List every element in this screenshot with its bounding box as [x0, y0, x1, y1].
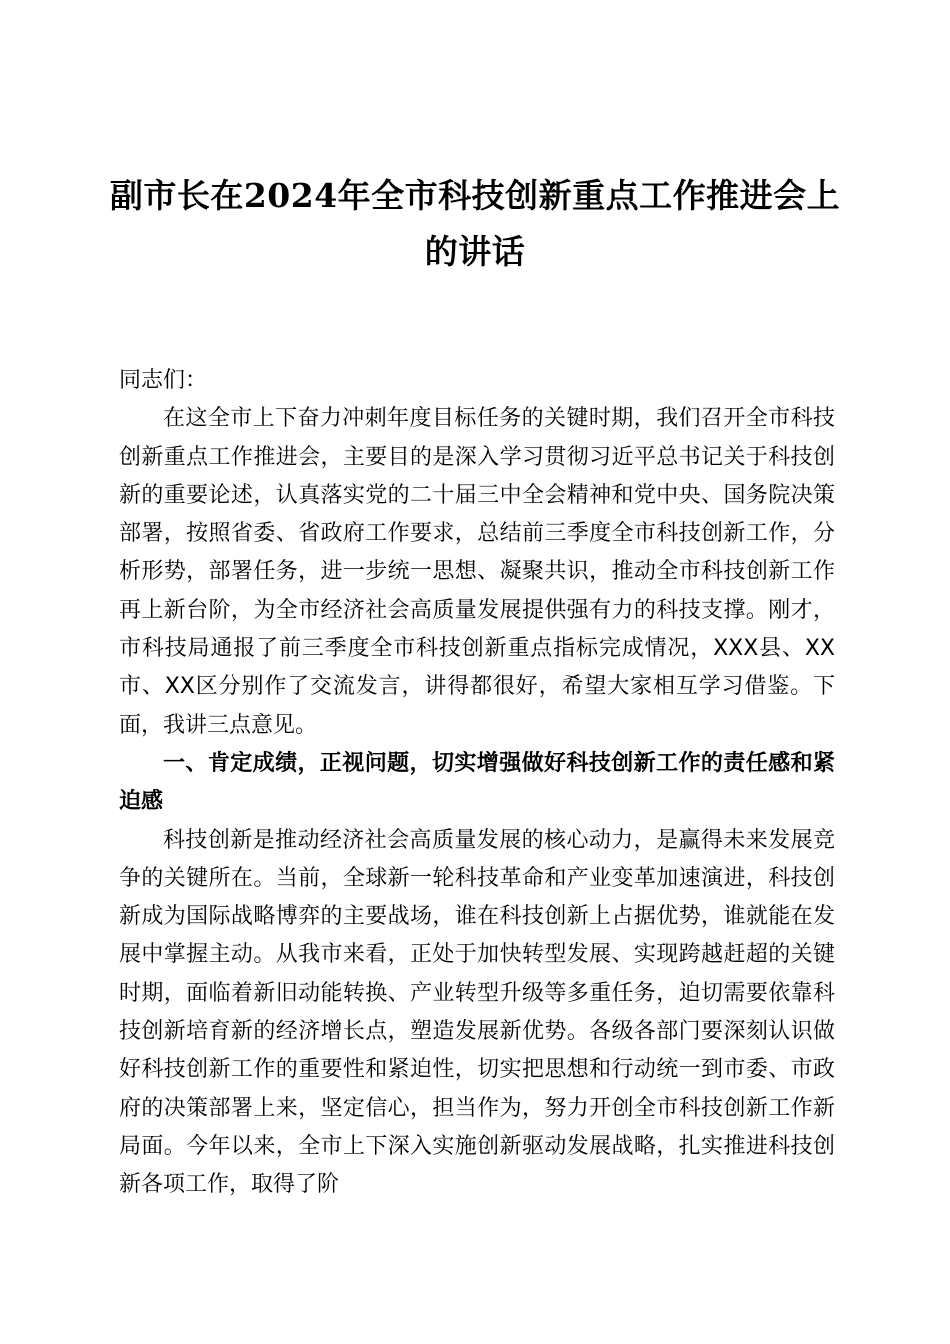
- section-heading-1: 一、肯定成绩，正视问题，切实增强做好科技创新工作的责任感和紧迫感: [119, 750, 835, 815]
- paragraph-section-1: 科技创新是推动经济社会高质量发展的核心动力，是赢得未来发展竞争的关键所在。当前，全球新一轮科技革命和产业变革加速演进，科技创新成为国际战略博弈的主要战场，谁在科技创新上占据优势，谁就能在发展中掌握主动。从我市来看，正处于加快转型发展、实现跨越赶超的关键时期，面临着新旧动能转换、产业转型升级等多重任务，迫切需要依靠科技创新培育新的经济增长点，塑造发展新优势。各级各部门要深刻认识做好科技创新工作的重要性和紧迫性，切实把思想和行动统一到市委、市政府的决策部署上来，坚定信心，担当作为，努力开创全市科技创新工作新局面。今年以来，全市上下深入实施创新驱动发展战略，扎实推进科技创新各项工作，取得了阶: [119, 827, 835, 1198]
- salutation: 同志们：: [119, 368, 208, 393]
- paragraph-opening: 在这全市上下奋力冲刺年度目标任务的关键时期，我们召开全市科技创新重点工作推进会，主要目的是深入学习贯彻习近平总书记关于科技创新的重要论述，认真落实党的二十届三中全会精神和党中央、国务院决策部署，按照省委、省政府工作要求，总结前三季度全市科技创新工作，分析形势，部署任务，进一步统一思想、凝聚共识，推动全市科技创新工作再上新台阶，为全市经济社会高质量发展提供强有力的科技支撑。刚才，市科技局通报了前三季度全市科技创新重点指标完成情况，XXX县、XX市、XX区分别作了交流发言，讲得都很好，希望大家相互学习借鉴。下面，我讲三点意见。: [119, 406, 835, 738]
- document-title: 副市长在2024年全市科技创新重点工作推进会上的讲话: [109, 176, 841, 271]
- document-body: [119, 362, 835, 1205]
